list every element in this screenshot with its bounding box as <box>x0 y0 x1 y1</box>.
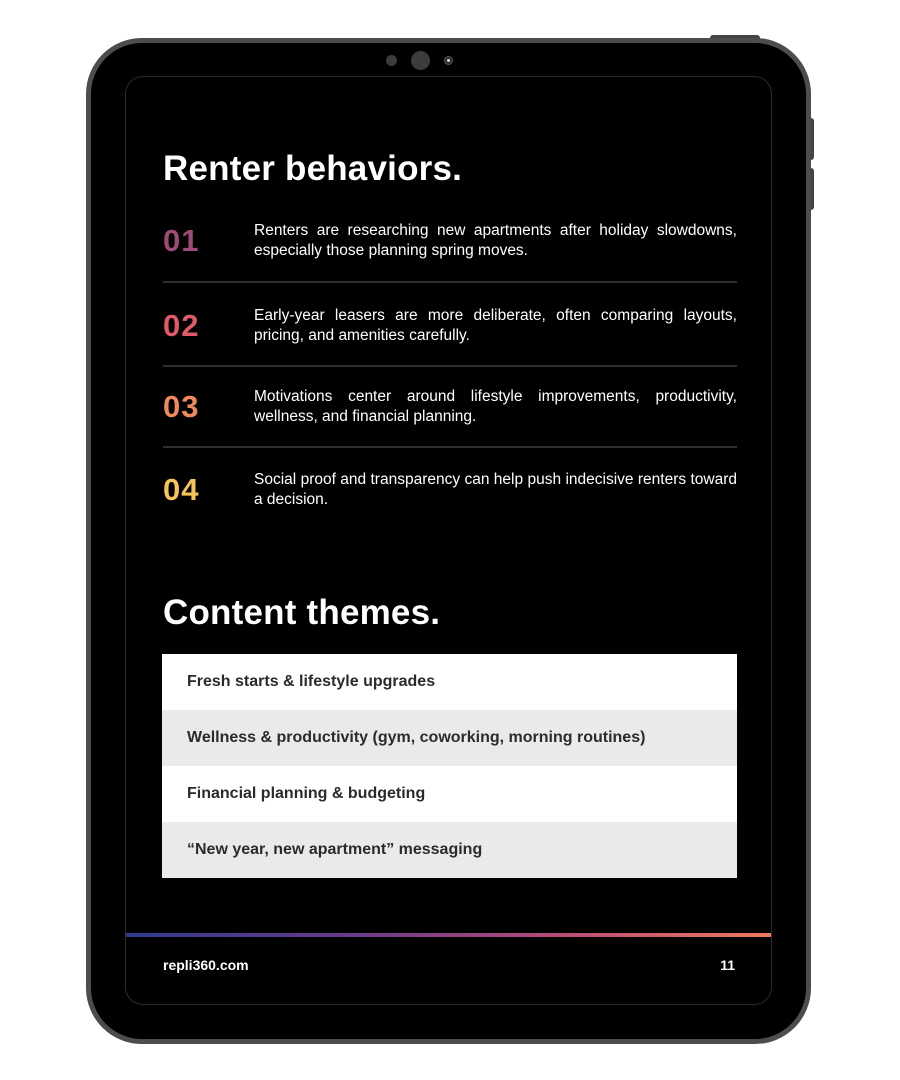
footer-gradient-bar <box>126 933 772 937</box>
behavior-number: 01 <box>163 223 200 258</box>
behavior-text: Renters are researching new apartments after holiday slowdowns, especially those planning spring moves. <box>254 222 737 259</box>
lens-icon <box>444 56 453 65</box>
tablet-screen <box>125 76 772 1005</box>
behavior-number: 04 <box>163 472 200 507</box>
behavior-number: 03 <box>163 389 200 424</box>
behavior-text: Early-year leasers are more deliberate, often comparing layouts, pricing, and amenities carefully. <box>254 307 737 344</box>
theme-row: “New year, new apartment” messaging <box>162 822 737 878</box>
camera-icon <box>411 51 430 70</box>
sensor-icon <box>386 55 397 66</box>
divider <box>163 446 737 448</box>
behaviors-heading: Renter behaviors. <box>163 149 463 188</box>
theme-row: Financial planning & budgeting <box>162 766 737 822</box>
themes-table <box>162 654 737 878</box>
footer-url: repli360.com <box>163 957 249 973</box>
behavior-text: Social proof and transparency can help push indecisive renters toward a decision. <box>254 471 737 508</box>
theme-row: Fresh starts & lifestyle upgrades <box>162 654 737 710</box>
divider <box>163 365 737 367</box>
themes-heading: Content themes. <box>163 593 441 632</box>
divider <box>163 281 737 283</box>
theme-row: Wellness & productivity (gym, coworking, morning routines) <box>162 710 737 766</box>
page-number: 11 <box>720 957 735 973</box>
behavior-text: Motivations center around lifestyle improvements, productivity, wellness, and financial planning. <box>254 388 737 425</box>
behavior-number: 02 <box>163 308 200 343</box>
